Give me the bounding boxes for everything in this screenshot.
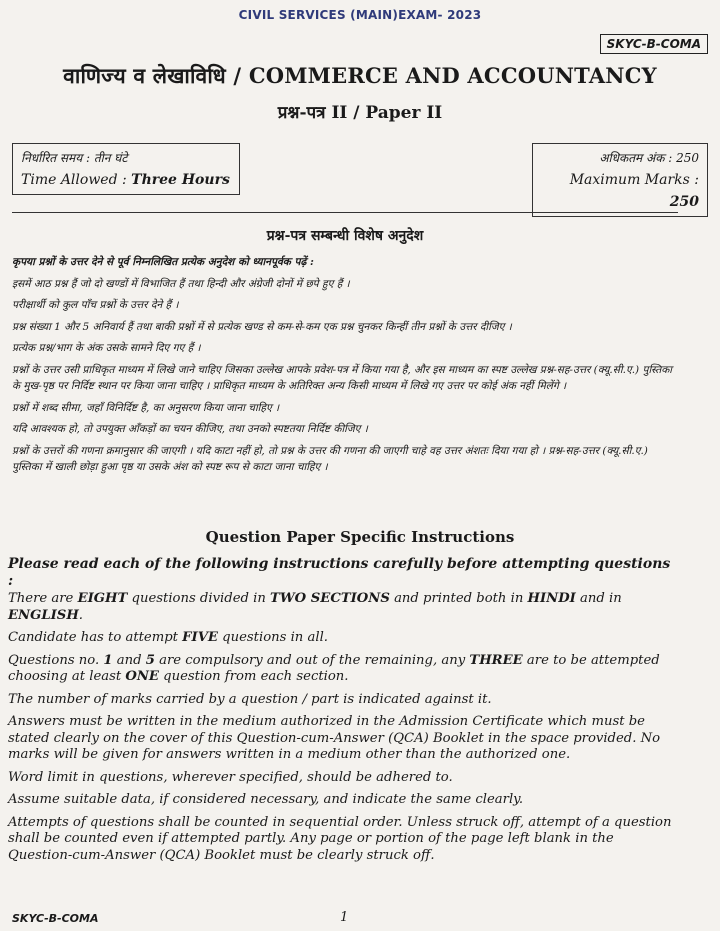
hindi-instructions-heading: प्रश्न-पत्र सम्बन्धी विशेष अनुदेश [266, 228, 424, 244]
english-instruction: Word limit in questions, wherever specified, should be adhered to. [8, 769, 453, 785]
page-number: 1 [340, 910, 349, 925]
text-span: . [78, 607, 83, 623]
hindi-instruction: प्रत्येक प्रश्न/भाग के अंक उसके सामने दिए गए हैं । [12, 342, 201, 354]
paper-code: SKYC-B-COMA [600, 34, 708, 54]
time-allowed-english [21, 169, 231, 191]
text-span: THREE [469, 652, 523, 668]
paper-number: प्रश्न-पत्र II / Paper II [277, 103, 443, 123]
text-span: are to be attempted choosing at least [8, 652, 660, 684]
exam-header: CIVIL SERVICES (MAIN)EXAM- 2023 [238, 8, 482, 22]
text-span: 5 [145, 652, 155, 668]
english-instruction: Assume suitable data, if considered necessary, and indicate the same clearly. [8, 792, 524, 807]
english-instruction [8, 653, 678, 686]
english-instruction-lead: Please read each of the following instructions carefully before attempting questions : [8, 556, 671, 589]
hindi-instruction: प्रश्नों के उत्तरों की गणना क्रमानुसार की जाएगी । यदि काटा नहीं हो, तो प्रश्न के उत्तर की गणना की जाएगी चाहे वह उत्तर अंशतः दिया गया हो । प्रश्न-सह-उत्तर (क्यू.सी.ए.) पुस्तिका में खाली छोड़ा हुआ पृष्ठ या उसके अंश को स्पष्ट रूप से काटा जाना चाहिए । [12, 444, 648, 473]
max-marks-english [541, 169, 699, 213]
hindi-instruction: इसमें आठ प्रश्न हैं जो दो खण्डों में विभाजित हैं तथा हिन्दी और अंग्रेजी दोनों में छपे हुए हैं । [12, 277, 350, 290]
english-instructions-heading: Question Paper Specific Instructions [205, 528, 515, 546]
hindi-instruction: प्रश्नों के उत्तर उसी प्राधिकृत माध्यम में लिखे जाने चाहिए जिसका उल्लेख आपके प्रवेश-पत्र में किया गया है, और इस माध्यम का स्पष्ट उल्लेख प्रश्न-सह-उत्तर (क्यू.सी.ए.) पुस्तिका के मुख-पृष्ठ पर निर्दिष्ट स्थान पर किया जाना चाहिए । प्राधिकृत माध्यम के अतिरिक्त अन्य किसी माध्यम में लिखे गए उत्तर पर कोई अंक नहीं मिलेंगे । [12, 363, 673, 392]
time-label: Time Allowed : [21, 172, 132, 188]
text-span: questions in all. [217, 630, 328, 645]
english-instruction: Attempts of questions shall be counted in sequential order. Unless struck off, attempt of a question shall be counted even if attempted partly. Any page or portion of the page left blank in the Question-cum-Answer (QCA) Booklet must be clearly struck off. [8, 814, 672, 863]
text-span: FIVE [182, 630, 218, 645]
text-span: question from each section. [158, 669, 349, 684]
divider [12, 212, 678, 213]
text-span: Questions no. [8, 652, 104, 668]
text-span: are compulsory and out of the remaining, any [154, 652, 470, 668]
text-span: 1 [103, 652, 113, 668]
text-span: questions divided in [127, 591, 271, 606]
hindi-instruction: प्रश्नों में शब्द सीमा, जहाँ विनिर्दिष्ट है, का अनुसरण किया जाना चाहिए । [12, 401, 280, 414]
english-instruction: The number of marks carried by a question / part is indicated against it. [8, 691, 492, 707]
text-span: and in [575, 591, 622, 606]
time-value: Three Hours [131, 172, 230, 188]
text-span: and [112, 652, 146, 668]
max-marks-box [532, 143, 708, 217]
hindi-instruction: यदि आवश्यक हो, तो उपयुक्त आँकड़ों का चयन कीजिए, तथा उनको स्पष्टतया निर्दिष्ट कीजिए । [12, 423, 368, 435]
time-allowed-hindi: निर्धारित समय : तीन घंटे [21, 151, 128, 165]
english-instruction: Answers must be written in the medium authorized in the Admission Certificate which must be stated clearly on the cover of this Question-cum-Answer (QCA) Booklet in the space provided. No marks will be given for answers written in a medium other than the authorized one. [8, 714, 661, 762]
footer-paper-code: SKYC-B-COMA [12, 912, 99, 925]
text-span: EIGHT [77, 591, 128, 606]
marks-value: 250 [669, 194, 699, 210]
hindi-instruction: परीक्षार्थी को कुल पाँच प्रश्नों के उत्तर देने हैं । [12, 299, 179, 311]
hindi-instruction: कृपया प्रश्नों के उत्तर देने से पूर्व निम्नलिखित प्रत्येक अनुदेश को ध्यानपूर्वक पढ़ें : [12, 256, 314, 268]
text-span: TWO SECTIONS [270, 591, 390, 606]
english-instructions [8, 556, 678, 870]
hindi-instructions [12, 254, 676, 481]
max-marks-hindi: अधिकतम अंक : 250 [599, 151, 699, 165]
subject-title: वाणिज्य व लेखाविधि / COMMERCE AND ACCOUNTANCY [63, 63, 657, 88]
text-span: and printed both in [389, 591, 528, 606]
english-instruction [8, 591, 678, 624]
text-span: ONE [125, 669, 159, 684]
hindi-instruction: प्रश्न संख्या 1 और 5 अनिवार्य हैं तथा बाकी प्रश्नों में से प्रत्येक खण्ड से कम-से-कम एक प्रश्न चुनकर किन्हीं तीन प्रश्नों के उत्तर दीजिए । [12, 320, 512, 333]
text-span: ENGLISH [8, 607, 79, 623]
text-span: There are [8, 591, 78, 606]
time-allowed-box [12, 143, 240, 195]
text-span: Candidate has to attempt [8, 630, 183, 645]
english-instruction [8, 630, 678, 647]
text-span: HINDI [527, 591, 576, 606]
marks-label: Maximum Marks : [569, 172, 699, 188]
